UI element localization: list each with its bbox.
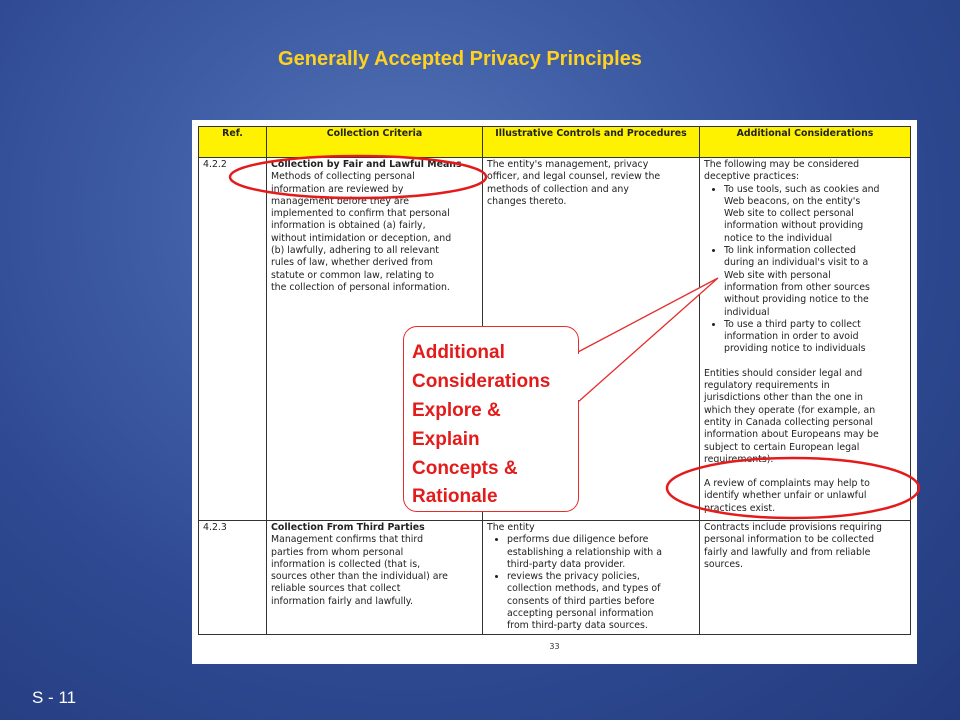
page-number: 33	[549, 642, 560, 651]
text-line: reliable sources that collect	[271, 583, 401, 595]
text-line: implemented to confirm that personal	[271, 208, 450, 220]
row-ref: 4.2.3	[199, 521, 267, 635]
text-line: fairly and lawfully and from reliable	[704, 546, 871, 558]
text-line: management before they are	[271, 195, 410, 207]
text-line: • To use tools, such as cookies and	[724, 183, 880, 195]
header-additional-considerations: Additional Considerations	[700, 127, 911, 158]
text-line: collection methods, and types of	[507, 583, 661, 595]
text-line: officer, and legal counsel, review the	[487, 171, 661, 183]
text-line: information from other sources	[724, 281, 870, 293]
text-line: jurisdictions other than the one in	[704, 392, 863, 404]
slide-title: Generally Accepted Privacy Principles	[278, 48, 642, 70]
text-line: Entities should consider legal and	[704, 367, 863, 379]
text-line: establishing a relationship with a	[507, 546, 662, 558]
callout-text-line: Considerations	[412, 371, 551, 392]
text-line: identify whether unfair or unlawful	[704, 490, 867, 502]
text-line: Contracts include provisions requiring	[704, 522, 882, 533]
text-line: statute or common law, relating to	[271, 269, 435, 281]
text-line: Web site with personal	[724, 269, 831, 281]
callout-text-line: Explain	[412, 429, 480, 450]
text-line: A review of complaints may help to	[704, 478, 870, 490]
text-line: sources other than the individual) are	[271, 571, 448, 583]
text-line: • reviews the privacy policies,	[507, 571, 640, 583]
header-ref: Ref.	[199, 127, 267, 158]
text-line: • To link information collected	[724, 245, 856, 257]
text-line: Web beacons, on the entity's	[724, 195, 861, 207]
text-line: sources.	[704, 558, 743, 570]
text-line: • To use a third party to collect	[724, 318, 861, 330]
text-line: without intimidation or deception, and	[271, 232, 452, 244]
text-line: notice to the individual	[724, 232, 833, 244]
text-line: which they operate (for example, an	[704, 404, 876, 416]
criteria-title: Collection by Fair and Lawful Means	[271, 159, 462, 170]
text-line: • performs due diligence before	[507, 534, 649, 546]
text-line: personal information to be collected	[704, 534, 875, 546]
text-line: deceptive practices:	[704, 171, 800, 183]
text-line: during an individual's visit to a	[724, 257, 869, 269]
text-line: Web site to collect personal	[724, 208, 854, 220]
text-line: requirements).	[704, 453, 774, 465]
text-line: regulatory requirements in	[704, 380, 830, 392]
text-line: information is collected (that is,	[271, 558, 421, 570]
text-line: information is obtained (a) fairly,	[271, 220, 426, 232]
text-line: Management confirms that third	[271, 534, 424, 546]
text-line: subject to certain European legal	[704, 441, 860, 453]
text-line: Methods of collecting personal	[271, 171, 415, 183]
text-line: third-party data provider.	[507, 558, 626, 570]
text-line: consents of third parties before	[507, 595, 655, 607]
text-line: The entity's management, privacy	[487, 159, 649, 170]
slide-number: S - 11	[32, 688, 77, 707]
text-line: individual	[724, 306, 770, 318]
header-illustrative-controls: Illustrative Controls and Procedures	[483, 127, 700, 158]
text-line: parties from whom personal	[271, 546, 404, 558]
text-line: accepting personal information	[507, 608, 654, 620]
text-line: practices exist.	[704, 502, 776, 514]
text-line: information in order to avoid	[724, 331, 859, 343]
text-line: methods of collection and any	[487, 183, 629, 195]
text-line: the collection of personal information.	[271, 281, 450, 293]
callout-text-line: Rationale	[412, 486, 498, 507]
text-line: information without providing	[724, 220, 864, 232]
text-line: entity in Canada collecting personal	[704, 416, 874, 428]
text-line: information are reviewed by	[271, 183, 404, 195]
text-line: information fairly and lawfully.	[271, 595, 414, 607]
text-line: from third-party data sources.	[507, 620, 648, 632]
criteria-title: Collection From Third Parties	[271, 522, 425, 533]
controls-intro: The entity	[487, 522, 535, 533]
callout-text-line: Additional	[412, 342, 505, 363]
callout-pointer-join	[575, 354, 580, 400]
callout-text-line: Explore &	[412, 400, 501, 421]
text-line: (b) lawfully, adhering to all relevant	[271, 245, 439, 257]
text-line: rules of law, whether derived from	[271, 257, 433, 269]
row-ref: 4.2.2	[199, 158, 267, 521]
text-line: information about Europeans may be	[704, 429, 879, 441]
callout-text-line: Concepts &	[412, 458, 518, 479]
text-line: providing notice to individuals	[724, 343, 866, 355]
text-line: changes thereto.	[487, 195, 567, 207]
text-line: The following may be considered	[704, 159, 860, 170]
text-line: without providing notice to the	[724, 294, 869, 306]
header-collection-criteria: Collection Criteria	[267, 127, 483, 158]
